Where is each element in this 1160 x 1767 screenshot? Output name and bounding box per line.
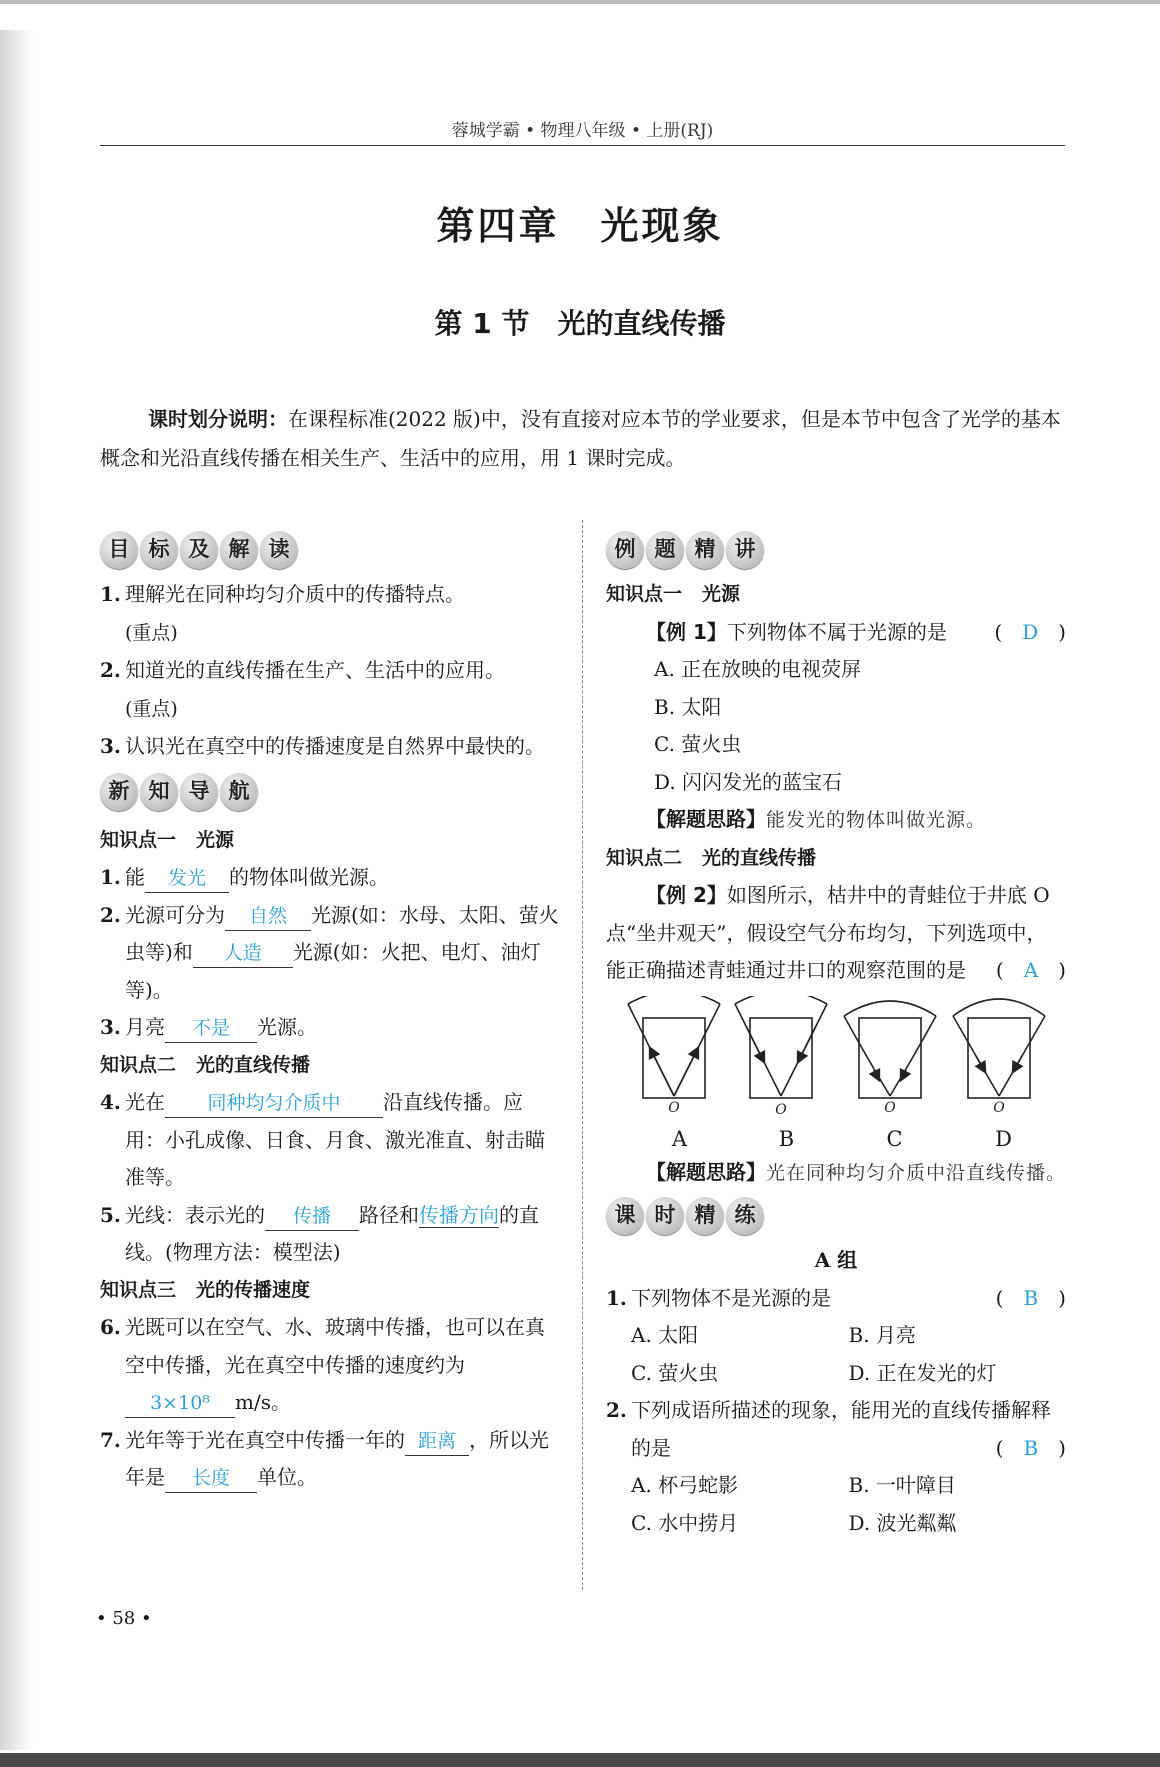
goal-item [100,728,562,766]
answer-blank: 长度 [165,1464,257,1493]
heading-badge: 目 [100,531,138,569]
point-o-label: O [993,1099,1005,1116]
kp-label: 知识点一 [100,828,177,851]
heading-badge: 读 [260,531,298,569]
option: A. 杯弓蛇影 [631,1473,739,1497]
answer-blank: 人造 [193,939,293,968]
item-number: 6. [100,1315,121,1339]
heading-badge: 题 [646,531,684,569]
item-number: 2. [100,658,121,682]
hint-label: 【解题思路】 [646,807,766,831]
heading-badge: 标 [140,531,178,569]
kp-title: 光的直线传播 [702,846,817,869]
example-2 [606,877,1066,990]
item-number: 4. [100,1090,121,1114]
knowledge-point-heading [606,576,1066,614]
item-number: 1. [100,582,121,606]
answer-blank: 同种均匀介质中 [165,1089,383,1118]
answer-blank: 发光 [145,864,229,893]
point-o-label: O [775,1101,787,1118]
question-2 [606,1392,1066,1467]
practice-heading [606,1194,1066,1238]
goal-note: (重点) [125,621,178,644]
item-text: 路径和 [359,1202,419,1227]
item-number: 3. [100,1015,121,1039]
example-1 [606,614,1066,652]
hint-text: 能发光的物体叫做光源。 [766,809,987,831]
column-divider [582,520,583,1590]
option: B. 太阳 [654,694,722,719]
goals-heading [100,528,562,572]
example-label: 【例 1】 [646,619,727,644]
kp-label: 知识点二 [100,1053,177,1076]
intro-paragraph [100,400,1065,478]
chapter-title: 第四章 光现象 [436,204,724,248]
group-title: A 组 [814,1248,858,1272]
answer-blank: 不是 [165,1014,257,1043]
item-text: 光源可分为 [125,902,225,927]
diagram-label: C [886,1126,903,1151]
item-text: 光既可以在空气、水、玻璃中传播，也可以在真空中传播，光在真空中传播的速度约为 [125,1315,545,1377]
answer-choice: D [1022,619,1039,644]
heading-badge: 课 [606,1197,644,1235]
option: C. 萤火虫 [654,732,742,756]
point-o-label: O [884,1099,896,1116]
goal-text: 知道光的直线传播在生产、生活中的应用。 [125,658,505,682]
knowledge-point-heading [100,1047,562,1085]
item-number: 3. [100,734,121,758]
goal-text: 理解光在同种均匀介质中的传播特点。 [125,582,465,606]
heading-badge: 精 [686,531,724,569]
well-frog-diagram [626,996,1046,1128]
item-text: 光年等于光在真空中传播一年的 [125,1427,405,1452]
options-row [606,1355,1066,1393]
example-text: 如图所示，枯井中的青蛙位于井底 O 点“坐井观天”，假设空气分布均匀，下列选项中，能正确描述青蛙通过井口的观察范围的是 [606,883,1050,982]
solution-hint [606,1154,1066,1193]
item-text: 的物体叫做光源。 [229,865,389,889]
kp-title: 光的直线传播 [196,1053,311,1076]
option: B. 月亮 [848,1323,916,1347]
fill-item [100,1422,562,1497]
knowledge-point-heading [100,822,562,860]
heading-badge: 练 [726,1197,764,1235]
diagram-label: B [778,1126,795,1151]
answer-choice: A [1023,958,1039,982]
item-number: 5. [100,1202,121,1227]
question-1 [606,1280,1066,1318]
item-text: ，所以光年是 [125,1427,549,1489]
heading-badge: 知 [140,773,178,811]
kp-title: 光源 [196,828,235,851]
diagram-option-c [844,1001,936,1098]
diagram-option-a [628,996,720,1098]
diagram-option-b [735,996,827,1098]
answer-blank: 距离 [405,1427,469,1456]
item-text: 月亮 [125,1015,165,1039]
goal-note: (重点) [125,697,178,720]
goal-item [100,652,562,728]
item-text: 沿直线传播。应用：小孔成像、日食、月食、激光准直、射击瞄准等。 [125,1090,545,1189]
option: C. 水中捞月 [631,1510,739,1535]
right-column [606,528,1066,1542]
kp-label: 知识点三 [100,1278,177,1301]
answer-choice: B [1023,1435,1039,1460]
fill-item [100,1197,562,1272]
diagram-label: A [671,1126,688,1151]
option: D. 闪闪发光的蓝宝石 [654,769,843,794]
answer-bracket: ( A ) [996,952,1066,990]
goal-text: 认识光在真空中的传播速度是自然界中最快的。 [125,734,545,758]
heading-badge: 时 [646,1197,684,1235]
kp-label: 知识点二 [606,846,683,869]
kp-label: 知识点一 [606,583,683,605]
item-text: m/s。 [235,1390,291,1414]
section-title: 第 1 节 光的直线传播 [434,307,726,340]
diagram-labels [626,1124,1066,1154]
item-number: 2. [100,902,121,927]
options-row [606,1317,1066,1355]
heading-badge: 新 [100,773,138,811]
heading-badge: 例 [606,531,644,569]
question-text: 下列成语所描述的现象，能用光的直线传播解释的是 [631,1398,1051,1460]
answer-blank: 传播方向 [419,1202,499,1227]
heading-badge: 及 [180,531,218,569]
fill-item [100,1009,562,1047]
point-o-label: O [668,1099,680,1116]
answer-blank: 3×10⁸ [125,1389,235,1418]
fill-item [100,1084,562,1197]
hint-text: 光在同种均匀介质中沿直线传播。 [766,1161,1067,1184]
knowledge-point-heading [606,840,1066,878]
running-head: 蓉城学霸 • 物理八年级 • 上册(RJ) [451,121,714,141]
knowledge-point-heading [100,1272,562,1310]
heading-badge: 讲 [726,531,764,569]
kp-title: 光的传播速度 [196,1278,311,1301]
item-number: 2. [606,1398,627,1422]
solution-hint [606,801,1066,840]
intro-lead: 课时划分说明： [148,407,288,431]
examples-heading [606,528,1066,572]
intro-text: 在课程标准(2022 版)中，没有直接对应本节的学业要求，但是本节中包含了光学的基本概念和光沿直线传播在相关生产、生活中的应用，用 1 课时完成。 [100,407,1061,470]
heading-badge: 航 [220,773,258,811]
item-text: 光源。 [257,1015,317,1039]
diagram-label: D [995,1126,1012,1151]
heading-badge: 精 [686,1197,724,1235]
goals-list [100,576,562,766]
item-text: 单位。 [257,1465,317,1489]
fill-item [100,859,562,897]
option: C. 萤火虫 [631,1360,719,1385]
left-column [100,528,562,1497]
hint-label: 【解题思路】 [646,1159,766,1184]
answer-bracket: ( B ) [996,1280,1066,1318]
option: A. 正在放映的电视荧屏 [654,657,862,681]
top-edge [0,0,1160,4]
item-number: 1. [606,1285,627,1310]
options-row [606,1505,1066,1543]
answer-choice: B [1023,1285,1039,1310]
fill-item [100,1309,562,1422]
kp-title: 光源 [702,583,741,605]
goal-item [100,576,562,652]
question-text: 下列物体不是光源的是 [631,1285,831,1310]
answer-blank: 自然 [225,902,311,931]
heading-badge: 解 [220,531,258,569]
option: D. 波光粼粼 [848,1510,957,1535]
example-label: 【例 2】 [646,883,727,907]
answer-bracket: ( D ) [994,614,1066,652]
page-binding-shadow [0,30,34,1750]
item-text: 光源(如：火把、电灯、油灯等)。 [125,940,541,1002]
option: A. 太阳 [631,1323,699,1347]
bottom-edge [0,1753,1160,1767]
item-text: 光在 [125,1090,165,1114]
diagram-option-d [953,999,1045,1098]
option: D. 正在发光的灯 [848,1360,997,1385]
header-rule [100,145,1065,146]
item-text: 能 [125,865,145,889]
page-number: • 58 • [96,1608,152,1629]
answer-blank: 传播 [265,1202,359,1231]
answer-bracket: ( B ) [996,1430,1066,1468]
example-text: 下列物体不属于光源的是 [726,619,947,644]
item-number: 7. [100,1427,121,1452]
item-text: 的直线。(物理方法：模型法) [125,1202,539,1264]
item-text: 光线：表示光的 [125,1202,265,1227]
option: B. 一叶障目 [848,1473,956,1497]
item-text: 光源(如：水母、太阳、萤火虫等)和 [125,902,559,964]
fill-item [100,897,562,1010]
item-number: 1. [100,865,121,889]
heading-badge: 导 [180,773,218,811]
options-row [606,1467,1066,1505]
nav-heading [100,770,562,814]
